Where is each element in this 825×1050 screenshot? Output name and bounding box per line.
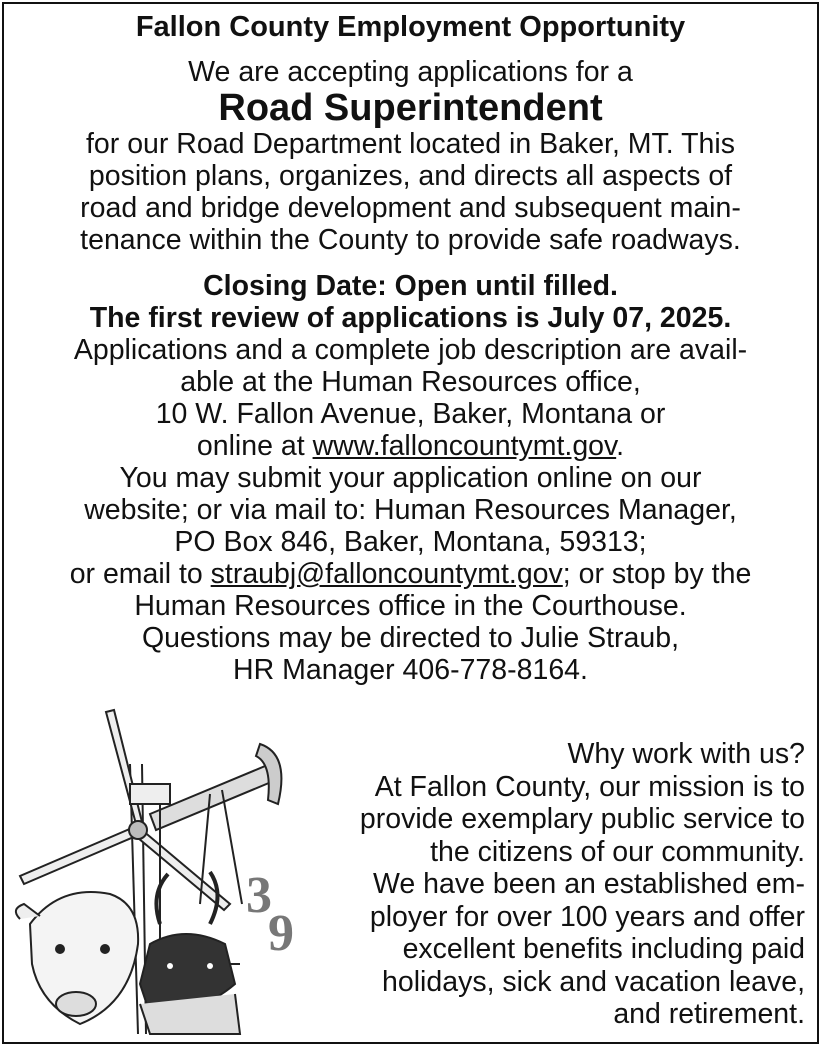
closing-info: [4, 270, 817, 334]
why-line: At Fallon County, our mission is to: [374, 770, 805, 803]
why-line: the citizens of our community.: [430, 835, 805, 868]
application-instructions: [4, 334, 817, 686]
why-line: We have been an established em-: [373, 868, 805, 900]
why-line: holidays, sick and vacation leave,: [382, 965, 805, 998]
online-line: [4, 430, 817, 462]
submit-line: You may submit your application online on our: [119, 462, 702, 494]
website-link[interactable]: www.falloncountymt.gov: [312, 430, 617, 462]
digit-nine: 9: [268, 905, 294, 962]
closing-date: Closing Date: Open until filled.: [203, 270, 618, 302]
why-line: ployer for over 100 years and offer: [369, 900, 805, 933]
job-advertisement: [2, 2, 819, 1044]
email-prefix: or email to: [69, 558, 211, 590]
contact-line: Human Resources office in the Courthouse.: [134, 590, 687, 622]
email-line: [4, 558, 817, 590]
online-prefix: online at: [196, 430, 313, 462]
contact-line: HR Manager 406-778-8164.: [233, 654, 588, 686]
why-line: Why work with us?: [567, 738, 805, 770]
email-suffix: ; or stop by the: [562, 558, 752, 590]
position-title: Road Superintendent: [218, 87, 603, 129]
ad-top-section: [4, 10, 817, 686]
submit-line: website; or via mail to: Human Resources Manager,: [84, 494, 737, 526]
why-work-with-us: [265, 738, 805, 1031]
description-line: for our Road Department located in Baker, MT. This: [86, 128, 735, 160]
apply-line: 10 W. Fallon Avenue, Baker, Montana or: [155, 398, 666, 430]
apply-line: Applications and a complete job description are avail-: [73, 334, 748, 366]
description-line: road and bridge development and subsequent main-: [80, 192, 741, 224]
why-line: provide exemplary public service to: [359, 803, 805, 835]
description-line: position plans, organizes, and directs all aspects of: [88, 160, 733, 192]
submit-line: PO Box 846, Baker, Montana, 59313;: [174, 526, 647, 558]
contact-line: Questions may be directed to Julie Straub,: [141, 622, 680, 654]
email-link[interactable]: straubj@falloncountymt.gov: [210, 558, 563, 590]
intro-text: We are accepting applications for a: [188, 56, 633, 88]
why-line: and retirement.: [613, 998, 805, 1030]
apply-line: able at the Human Resources office,: [180, 366, 641, 398]
online-suffix: .: [616, 430, 625, 462]
position-description: [4, 128, 817, 256]
digit-three: 3: [246, 867, 272, 924]
description-line: tenance within the County to provide safe roadways.: [80, 224, 741, 256]
why-line: excellent benefits including paid: [402, 933, 805, 965]
ad-heading: Fallon County Employment Opportunity: [135, 11, 686, 43]
first-review-date: The first review of applications is July 07, 2025.: [89, 302, 732, 334]
